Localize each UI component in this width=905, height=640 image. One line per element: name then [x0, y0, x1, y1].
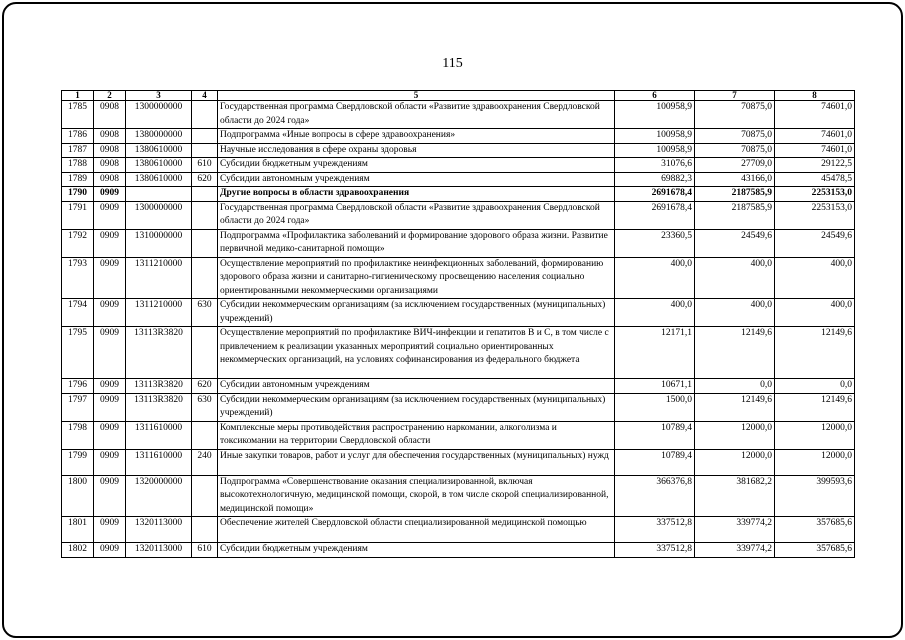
amount-col-6: 100958,9	[615, 101, 695, 129]
section-code: 0909	[94, 187, 126, 202]
amount-col-8: 45478,5	[775, 172, 855, 187]
col-header: 5	[218, 91, 615, 101]
expense-type-code: 620	[192, 379, 218, 394]
table-row	[62, 379, 855, 394]
amount-col-7: 24549,6	[695, 229, 775, 257]
row-number: 1800	[62, 475, 94, 517]
header-row	[62, 91, 855, 101]
section-code: 0909	[94, 327, 126, 379]
amount-col-6: 10671,1	[615, 379, 695, 394]
amount-col-8: 74601,0	[775, 101, 855, 129]
target-article-code: 13113R3820	[126, 379, 192, 394]
amount-col-6: 100958,9	[615, 143, 695, 158]
section-code: 0908	[94, 129, 126, 144]
amount-col-6: 1500,0	[615, 393, 695, 421]
item-name: Осуществление мероприятий по профилактике неинфекционных заболеваний, формированию здорового образа жизни и санитарно-гигиеническому просвещению населения социально ориентированными некоммерческими организациями	[218, 257, 615, 299]
item-name: Субсидии некоммерческим организациям (за исключением государственных (муниципальных) учреждений)	[218, 299, 615, 327]
section-code: 0909	[94, 299, 126, 327]
row-number: 1787	[62, 143, 94, 158]
target-article-code: 1320113000	[126, 517, 192, 543]
table-row	[62, 187, 855, 202]
budget-table	[61, 90, 855, 558]
target-article-code: 1311210000	[126, 257, 192, 299]
expense-type-code: 630	[192, 393, 218, 421]
amount-col-7: 12000,0	[695, 421, 775, 449]
row-number: 1789	[62, 172, 94, 187]
item-name: Подпрограмма «Профилактика заболеваний и формирование здорового образа жизни. Развитие первичной медико-санитарной помощи»	[218, 229, 615, 257]
amount-col-6: 366376,8	[615, 475, 695, 517]
row-number: 1797	[62, 393, 94, 421]
amount-col-6: 10789,4	[615, 421, 695, 449]
table-row	[62, 201, 855, 229]
item-name: Обеспечение жителей Свердловской области специализированной медицинской помощью	[218, 517, 615, 543]
amount-col-7: 400,0	[695, 299, 775, 327]
amount-col-6: 23360,5	[615, 229, 695, 257]
item-name: Субсидии некоммерческим организациям (за исключением государственных (муниципальных) учреждений)	[218, 393, 615, 421]
amount-col-7: 70875,0	[695, 129, 775, 144]
target-article-code: 1311610000	[126, 421, 192, 449]
target-article-code: 1320000000	[126, 475, 192, 517]
table-row	[62, 475, 855, 517]
table-row	[62, 143, 855, 158]
section-code: 0908	[94, 172, 126, 187]
row-number: 1798	[62, 421, 94, 449]
section-code: 0909	[94, 229, 126, 257]
row-number: 1802	[62, 543, 94, 558]
item-name: Иные закупки товаров, работ и услуг для обеспечения государственных (муниципальных) нужд	[218, 449, 615, 475]
section-code: 0909	[94, 201, 126, 229]
target-article-code: 1380610000	[126, 143, 192, 158]
expense-type-code: 610	[192, 543, 218, 558]
section-code: 0908	[94, 158, 126, 173]
target-article-code: 1380000000	[126, 129, 192, 144]
section-code: 0909	[94, 517, 126, 543]
table-row	[62, 421, 855, 449]
amount-col-6: 31076,6	[615, 158, 695, 173]
section-code: 0908	[94, 101, 126, 129]
item-name: Подпрограмма «Совершенствование оказания специализированной, включая высокотехнологичную, медицинской помощи, скорой, в том числе скорой специализированной, медицинской помощи»	[218, 475, 615, 517]
expense-type-code	[192, 101, 218, 129]
expense-type-code	[192, 229, 218, 257]
row-number: 1790	[62, 187, 94, 202]
col-header: 6	[615, 91, 695, 101]
expense-type-code	[192, 517, 218, 543]
item-name: Подпрограмма «Иные вопросы в сфере здравоохранения»	[218, 129, 615, 144]
row-number: 1801	[62, 517, 94, 543]
section-code: 0908	[94, 143, 126, 158]
table-row	[62, 172, 855, 187]
target-article-code: 1380610000	[126, 158, 192, 173]
target-article-code	[126, 187, 192, 202]
section-code: 0909	[94, 379, 126, 394]
target-article-code: 1311610000	[126, 449, 192, 475]
amount-col-7: 2187585,9	[695, 187, 775, 202]
expense-type-code: 630	[192, 299, 218, 327]
expense-type-code: 620	[192, 172, 218, 187]
item-name: Комплексные меры противодействия распространению наркомании, алкоголизма и токсикомании на территории Свердловской области	[218, 421, 615, 449]
col-header: 8	[775, 91, 855, 101]
row-number: 1795	[62, 327, 94, 379]
item-name: Субсидии бюджетным учреждениям	[218, 543, 615, 558]
col-header: 7	[695, 91, 775, 101]
target-article-code: 1380610000	[126, 172, 192, 187]
expense-type-code	[192, 129, 218, 144]
expense-type-code: 610	[192, 158, 218, 173]
amount-col-7: 12000,0	[695, 449, 775, 475]
table-row	[62, 543, 855, 558]
amount-col-7: 2187585,9	[695, 201, 775, 229]
page-number: 115	[442, 56, 463, 71]
table-row	[62, 517, 855, 543]
target-article-code: 1311210000	[126, 299, 192, 327]
target-article-code: 1300000000	[126, 101, 192, 129]
amount-col-6: 337512,8	[615, 517, 695, 543]
amount-col-7: 27709,0	[695, 158, 775, 173]
amount-col-8: 29122,5	[775, 158, 855, 173]
row-number: 1794	[62, 299, 94, 327]
row-number: 1792	[62, 229, 94, 257]
amount-col-7: 70875,0	[695, 143, 775, 158]
target-article-code: 13113R3820	[126, 393, 192, 421]
amount-col-8: 12000,0	[775, 421, 855, 449]
expense-type-code	[192, 143, 218, 158]
amount-col-6: 400,0	[615, 257, 695, 299]
row-number: 1796	[62, 379, 94, 394]
amount-col-6: 69882,3	[615, 172, 695, 187]
expense-type-code	[192, 421, 218, 449]
expense-type-code	[192, 201, 218, 229]
amount-col-8: 74601,0	[775, 129, 855, 144]
amount-col-6: 337512,8	[615, 543, 695, 558]
table-row	[62, 257, 855, 299]
amount-col-8: 400,0	[775, 299, 855, 327]
table-row	[62, 229, 855, 257]
expense-type-code	[192, 475, 218, 517]
table-row	[62, 393, 855, 421]
section-code: 0909	[94, 257, 126, 299]
amount-col-7: 339774,2	[695, 517, 775, 543]
section-code: 0909	[94, 421, 126, 449]
item-name: Субсидии бюджетным учреждениям	[218, 158, 615, 173]
col-header: 2	[94, 91, 126, 101]
amount-col-7: 381682,2	[695, 475, 775, 517]
section-code: 0909	[94, 449, 126, 475]
section-code: 0909	[94, 475, 126, 517]
amount-col-6: 10789,4	[615, 449, 695, 475]
table-row	[62, 158, 855, 173]
section-code: 0909	[94, 393, 126, 421]
item-name: Государственная программа Свердловской области «Развитие здравоохранения Свердловской области до 2024 года»	[218, 101, 615, 129]
amount-col-6: 12171,1	[615, 327, 695, 379]
item-name: Субсидии автономным учреждениям	[218, 379, 615, 394]
item-name: Государственная программа Свердловской области «Развитие здравоохранения Свердловской области до 2024 года»	[218, 201, 615, 229]
amount-col-8: 12149,6	[775, 327, 855, 379]
amount-col-8: 400,0	[775, 257, 855, 299]
target-article-code: 1320113000	[126, 543, 192, 558]
row-number: 1799	[62, 449, 94, 475]
amount-col-8: 24549,6	[775, 229, 855, 257]
expense-type-code: 240	[192, 449, 218, 475]
item-name: Осуществление мероприятий по профилактике ВИЧ-инфекции и гепатитов B и C, в том числе с привлечением к реализации указанных мероприятий социально ориентированных некоммерческих организаций, на условиях софинансирования из федерального бюджета	[218, 327, 615, 379]
row-number: 1788	[62, 158, 94, 173]
amount-col-8: 399593,6	[775, 475, 855, 517]
amount-col-8: 357685,6	[775, 543, 855, 558]
row-number: 1786	[62, 129, 94, 144]
item-name: Научные исследования в сфере охраны здоровья	[218, 143, 615, 158]
amount-col-8: 12149,6	[775, 393, 855, 421]
amount-col-7: 70875,0	[695, 101, 775, 129]
expense-type-code	[192, 327, 218, 379]
table-row	[62, 327, 855, 379]
amount-col-8: 74601,0	[775, 143, 855, 158]
amount-col-7: 12149,6	[695, 393, 775, 421]
target-article-code: 1310000000	[126, 229, 192, 257]
col-header: 3	[126, 91, 192, 101]
section-code: 0909	[94, 543, 126, 558]
table-row	[62, 129, 855, 144]
amount-col-6: 400,0	[615, 299, 695, 327]
target-article-code: 13113R3820	[126, 327, 192, 379]
expense-type-code	[192, 257, 218, 299]
table-row	[62, 449, 855, 475]
item-name: Субсидии автономным учреждениям	[218, 172, 615, 187]
amount-col-7: 0,0	[695, 379, 775, 394]
row-number: 1791	[62, 201, 94, 229]
amount-col-6: 100958,9	[615, 129, 695, 144]
amount-col-7: 12149,6	[695, 327, 775, 379]
amount-col-8: 12000,0	[775, 449, 855, 475]
amount-col-8: 357685,6	[775, 517, 855, 543]
amount-col-6: 2691678,4	[615, 187, 695, 202]
amount-col-8: 0,0	[775, 379, 855, 394]
amount-col-7: 400,0	[695, 257, 775, 299]
row-number: 1785	[62, 101, 94, 129]
amount-col-7: 339774,2	[695, 543, 775, 558]
target-article-code: 1300000000	[126, 201, 192, 229]
amount-col-7: 43166,0	[695, 172, 775, 187]
expense-type-code	[192, 187, 218, 202]
table-row	[62, 299, 855, 327]
item-name: Другие вопросы в области здравоохранения	[218, 187, 615, 202]
table-row	[62, 101, 855, 129]
amount-col-6: 2691678,4	[615, 201, 695, 229]
amount-col-8: 2253153,0	[775, 187, 855, 202]
row-number: 1793	[62, 257, 94, 299]
amount-col-8: 2253153,0	[775, 201, 855, 229]
col-header: 4	[192, 91, 218, 101]
col-header: 1	[62, 91, 94, 101]
table-body	[62, 101, 855, 558]
